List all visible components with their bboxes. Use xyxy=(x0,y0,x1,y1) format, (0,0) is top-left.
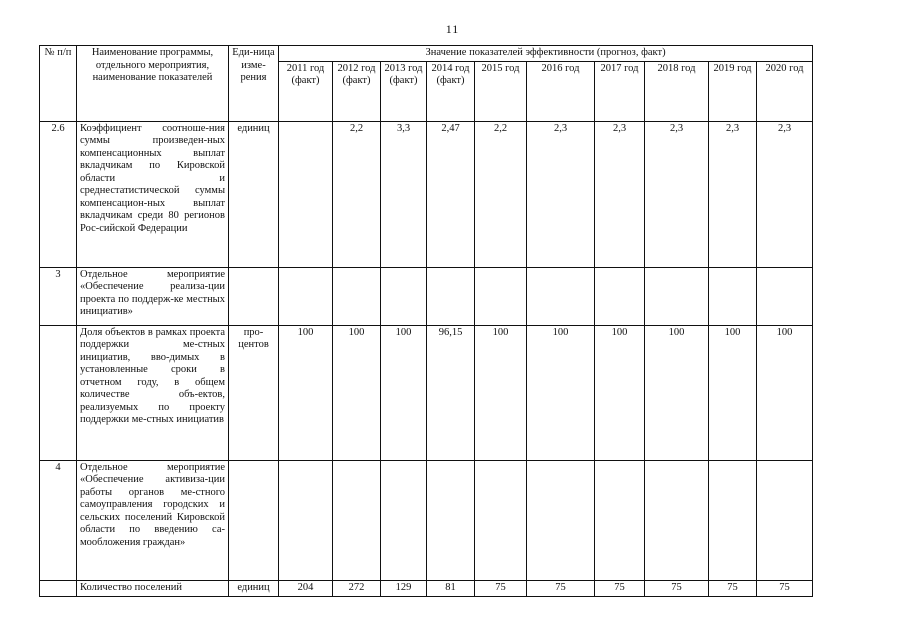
header-year: 2017 год xyxy=(595,61,645,121)
row-value xyxy=(279,121,333,267)
row-value xyxy=(279,267,333,325)
row-name: Количество поселений xyxy=(77,580,229,596)
row-name: Коэффициент соотноше-ния суммы произведен-ных компенсационных выплат вкладчикам по Кировской области и среднестатистической суммы компенсацион-ных выплат вкладчикам среди 80 регионов Рос-сийской Федерации xyxy=(77,121,229,267)
row-number xyxy=(40,580,77,596)
row-number: 2.6 xyxy=(40,121,77,267)
row-value: 100 xyxy=(709,325,757,460)
row-value: 81 xyxy=(427,580,475,596)
row-value xyxy=(595,267,645,325)
table-row xyxy=(40,580,813,596)
row-value: 100 xyxy=(475,325,527,460)
row-name: Доля объектов в рамках проекта поддержки ме-стных инициатив, вво-димых в установленные сроки в отчетном году, в общем количестве объ-ектов, реализуемых по проекту поддержки ме-стных инициатив xyxy=(77,325,229,460)
row-value xyxy=(595,460,645,580)
row-value: 204 xyxy=(279,580,333,596)
row-value: 100 xyxy=(645,325,709,460)
row-value: 100 xyxy=(595,325,645,460)
header-name: Наименование программы, отдельного мероприятия, наименование показателей xyxy=(77,46,229,122)
table-row xyxy=(40,267,813,325)
row-value xyxy=(527,460,595,580)
row-value: 2,47 xyxy=(427,121,475,267)
row-value xyxy=(645,460,709,580)
row-value xyxy=(427,267,475,325)
row-value xyxy=(757,460,813,580)
row-unit xyxy=(229,460,279,580)
row-number: 3 xyxy=(40,267,77,325)
row-value: 272 xyxy=(333,580,381,596)
row-value xyxy=(709,460,757,580)
header-unit: Еди-ница изме-рения xyxy=(229,46,279,122)
row-value: 100 xyxy=(757,325,813,460)
header-number: № п/п xyxy=(40,46,77,122)
header-year: 2020 год xyxy=(757,61,813,121)
header-year: 2019 год xyxy=(709,61,757,121)
row-value: 129 xyxy=(381,580,427,596)
row-value xyxy=(381,460,427,580)
row-unit: про-центов xyxy=(229,325,279,460)
row-value: 2,2 xyxy=(333,121,381,267)
header-values-group: Значение показателей эффективности (прогноз, факт) xyxy=(279,46,813,62)
row-value xyxy=(475,267,527,325)
header-year: 2018 год xyxy=(645,61,709,121)
row-value: 75 xyxy=(709,580,757,596)
row-value xyxy=(333,460,381,580)
row-unit xyxy=(229,267,279,325)
row-unit: единиц xyxy=(229,580,279,596)
page-number: 11 xyxy=(445,22,460,36)
row-value: 3,3 xyxy=(381,121,427,267)
row-value xyxy=(381,267,427,325)
row-value: 2,3 xyxy=(595,121,645,267)
row-value xyxy=(527,267,595,325)
row-value: 75 xyxy=(595,580,645,596)
header-year: 2013 год (факт) xyxy=(381,61,427,121)
row-value xyxy=(709,267,757,325)
row-value xyxy=(475,460,527,580)
header-year: 2012 год (факт) xyxy=(333,61,381,121)
row-value: 2,2 xyxy=(475,121,527,267)
table-row xyxy=(40,121,813,267)
header-year: 2011 год (факт) xyxy=(279,61,333,121)
row-value: 75 xyxy=(475,580,527,596)
row-value xyxy=(645,267,709,325)
row-value xyxy=(427,460,475,580)
row-number xyxy=(40,325,77,460)
row-unit: единиц xyxy=(229,121,279,267)
row-value: 100 xyxy=(527,325,595,460)
header-year: 2015 год xyxy=(475,61,527,121)
row-value: 2,3 xyxy=(709,121,757,267)
table-row xyxy=(40,325,813,460)
row-value: 2,3 xyxy=(757,121,813,267)
row-value: 75 xyxy=(645,580,709,596)
row-value: 96,15 xyxy=(427,325,475,460)
row-value: 75 xyxy=(527,580,595,596)
row-value: 100 xyxy=(333,325,381,460)
header-year: 2016 год xyxy=(527,61,595,121)
row-number: 4 xyxy=(40,460,77,580)
table-row xyxy=(40,460,813,580)
row-value xyxy=(279,460,333,580)
header-year: 2014 год (факт) xyxy=(427,61,475,121)
row-value: 100 xyxy=(381,325,427,460)
row-value: 100 xyxy=(279,325,333,460)
row-name: Отдельное мероприятие «Обеспечение реализа-ции проекта по поддерж-ке местных инициатив» xyxy=(77,267,229,325)
row-value: 2,3 xyxy=(645,121,709,267)
row-name: Отдельное мероприятие «Обеспечение активиза-ции работы органов ме-стного самоуправления городских и сельских поселений Кировской области по введению са-мообложения граждан» xyxy=(77,460,229,580)
row-value: 75 xyxy=(757,580,813,596)
row-value xyxy=(333,267,381,325)
row-value xyxy=(757,267,813,325)
efficiency-indicators-table xyxy=(39,45,813,597)
row-value: 2,3 xyxy=(527,121,595,267)
